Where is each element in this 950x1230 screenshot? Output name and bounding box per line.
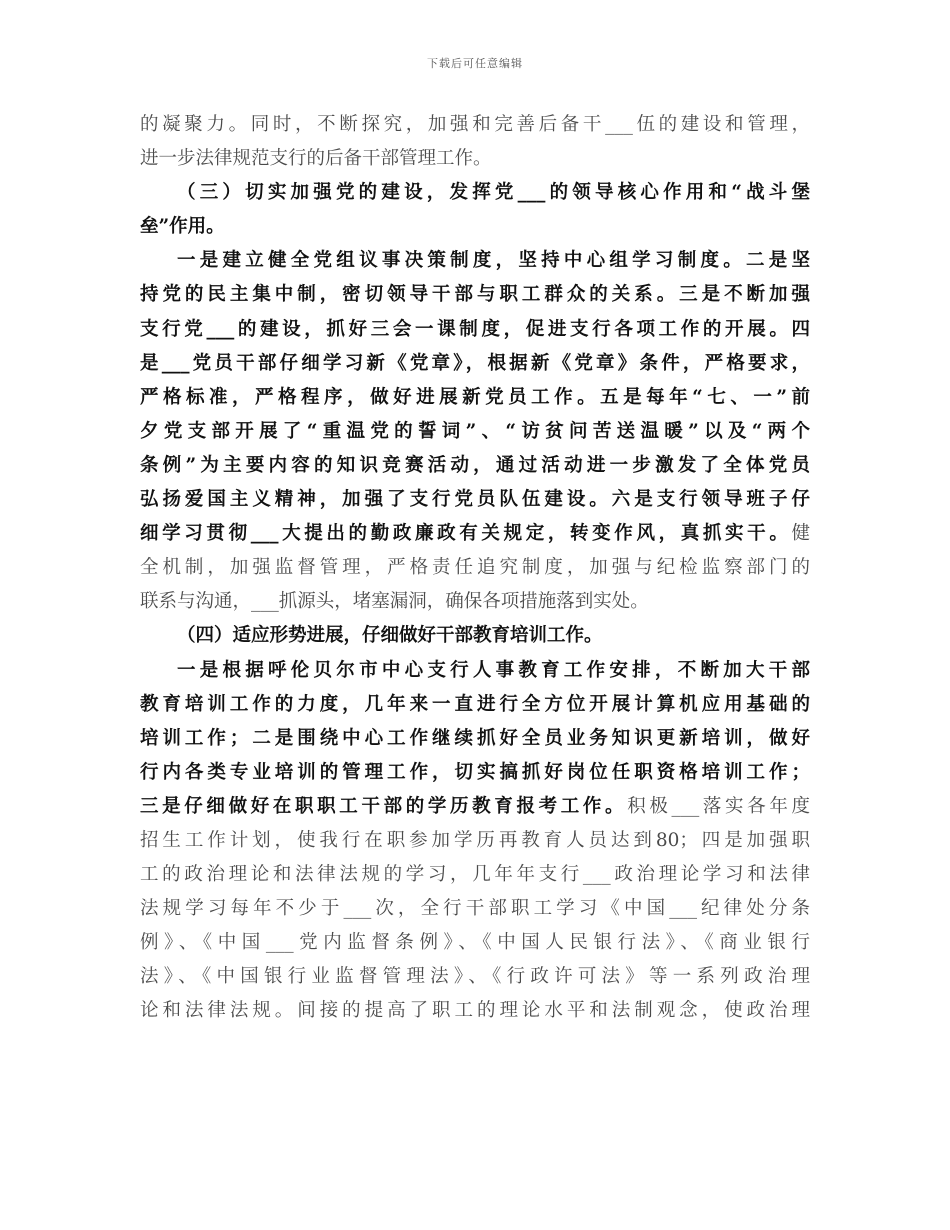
text-line: 例》、《中国___党内监督条例》、《中国人民银行法》、《商业银行 [140, 932, 810, 954]
text-line: 是___党员干部仔细学习新《党章》，根据新《党章》条件，严格要求， [140, 352, 810, 374]
text-line: （三）切实加强党的建设，发挥党___的领导核心作用和“战斗堡 [177, 182, 810, 204]
text-line: 论和法律法规。间接的提高了职工的理论水平和法制观念，使政治理 [140, 1000, 810, 1022]
document-body [140, 108, 810, 1029]
text-line: 垒”作用。 [140, 216, 225, 238]
text-line: 培训工作；二是围绕中心工作继续抓好全员业务知识更新培训，做好 [140, 727, 810, 749]
text-line: 工的政治理论和法律法规的学习，几年年支行___政治理论学习和法律 [140, 864, 810, 886]
text-line: 法规学习每年不少于___次，全行干部职工学习《中国___纪律处分条 [140, 898, 810, 920]
text-line: 支行党___的建设，抓好三会一课制度，促进支行各项工作的开展。四 [140, 318, 810, 340]
text-line: （四）适应形势进展，仔细做好干部教育培训工作。 [177, 625, 603, 647]
text-line: 夕党支部开展了“重温党的誓词”、“访贫问苦送温暖”以及“两个 [140, 420, 810, 442]
text-line: 法》、《中国银行业监督管理法》、《行政许可法》等一系列政治理 [140, 966, 810, 988]
text-line [140, 517, 810, 551]
text-line: 一是根据呼伦贝尔市中心支行人事教育工作安排，不断加大干部 [177, 659, 810, 681]
text-line [140, 790, 810, 824]
text-line: 条例”为主要内容的知识竞赛活动，通过活动进一步激发了全体党员 [140, 454, 810, 476]
text-line: 联系与沟通，___抓源头，堵塞漏洞，确保各项措施落到实处。 [140, 591, 649, 613]
page-header: 下载后可任意编辑 [427, 57, 523, 70]
text-line: 持党的民主集中制，密切领导干部与职工群众的关系。三是不断加强 [140, 284, 810, 306]
bold-segment: 细学习贯彻___大提出的勤政廉政有关规定，转变作风，真抓实干。 [140, 523, 792, 545]
text-line: 招生工作计划，使我行在职参加学历再教育人员达到80；四是加强职 [140, 829, 810, 851]
text-line: 一是建立健全党组议事决策制度，坚持中心组学习制度。二是坚 [177, 250, 810, 272]
text-line: 进一步法律规范支行的后备干部管理工作。 [140, 148, 492, 170]
text-line: 行内各类专业培训的管理工作，切实搞抓好岗位任职资格培训工作； [140, 761, 810, 783]
regular-segment: 积极___落实各年度 [627, 795, 810, 817]
text-line: 严格标准，严格程序，做好进展新党员工作。五是每年“七、一”前 [140, 386, 810, 408]
text-line: 弘扬爱国主义精神，加强了支行党员队伍建设。六是支行领导班子仔 [140, 489, 810, 511]
text-line: 的凝聚力。同时，不断探究，加强和完善后备干___伍的建设和管理， [140, 114, 810, 135]
bold-segment: 三是仔细做好在职职工干部的学历教育报考工作。 [140, 795, 628, 817]
regular-segment: 健 [791, 523, 810, 545]
text-line: 全机制，加强监督管理，严格责任追究制度，加强与纪检监察部门的 [140, 557, 810, 579]
text-line: 教育培训工作的力度，几年来一直进行全方位开展计算机应用基础的 [140, 693, 810, 715]
